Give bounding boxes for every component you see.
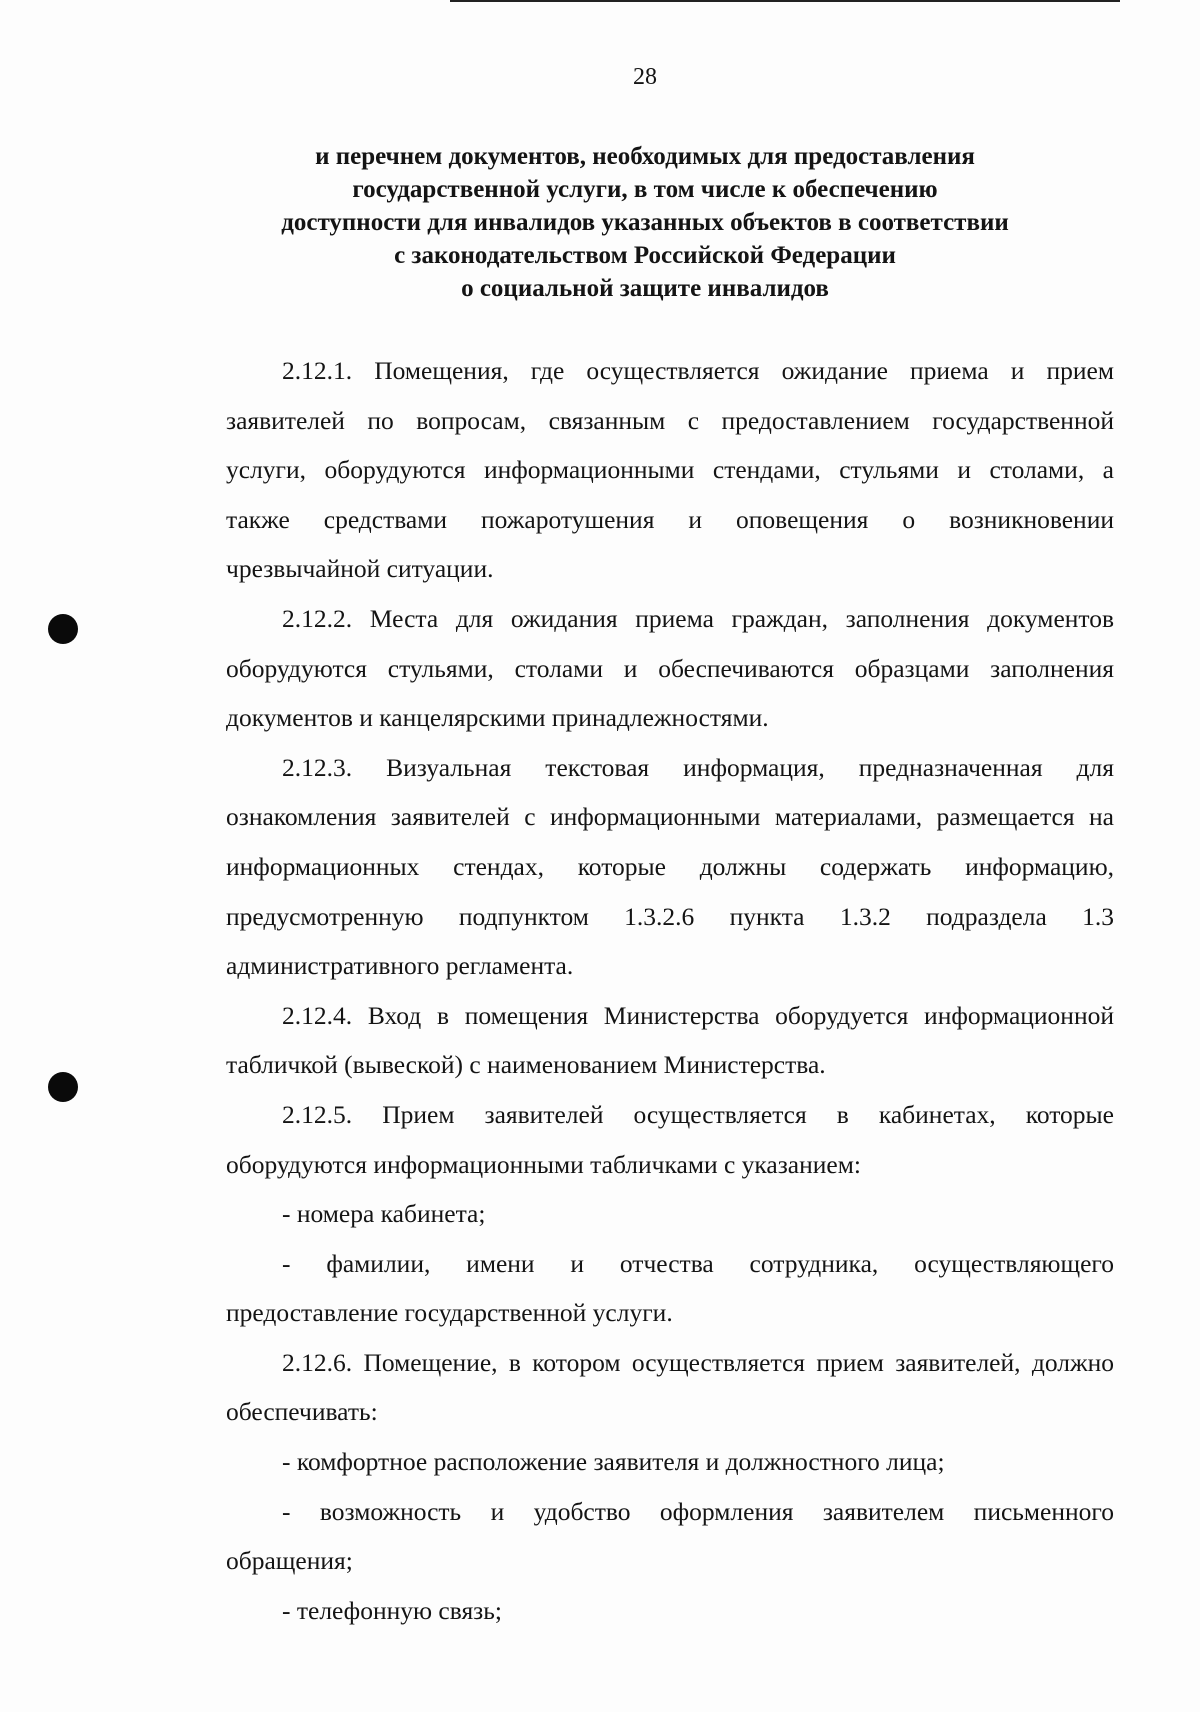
- list-item: [170, 1487, 1114, 1586]
- text-line: 2.12.5. Прием заявителей осуществляется в кабинетах, которые: [282, 1099, 1114, 1129]
- text-line: - номера кабинета;: [282, 1199, 486, 1229]
- text-line: 2.12.6. Помещение, в котором осуществляется прием заявителей, должно: [282, 1347, 1114, 1377]
- punch-hole-mark: [48, 614, 78, 644]
- text-line: предусмотренную подпунктом 1.3.2.6 пункта 1.3.2 подраздела 1.3: [226, 901, 1114, 931]
- text-line: информационных стендах, которые должны содержать информацию,: [226, 851, 1114, 881]
- text-line: административного регламента.: [226, 951, 574, 981]
- text-line: также средствами пожаротушения и оповещения о возникновении: [226, 504, 1114, 534]
- text-line: оборудуются информационными табличками с указанием:: [226, 1149, 861, 1179]
- paragraph-2-12-5: [170, 1090, 1114, 1189]
- heading-line: государственной услуги, в том числе к обеспечению: [352, 176, 938, 203]
- text-line: чрезвычайной ситуации.: [226, 554, 494, 584]
- list-item: [170, 1586, 1114, 1636]
- text-line: табличкой (вывеской) с наименованием Министерства.: [226, 1050, 826, 1080]
- paragraph-2-12-3: [170, 743, 1114, 991]
- top-border-line: [450, 0, 1120, 2]
- list-item: [170, 1189, 1114, 1239]
- list-item: [170, 1239, 1114, 1338]
- text-line: обеспечивать:: [226, 1397, 378, 1427]
- text-line: 2.12.1. Помещения, где осуществляется ожидание приема и прием: [282, 356, 1114, 385]
- paragraph-2-12-6: [170, 1338, 1114, 1437]
- text-line: обращения;: [226, 1546, 353, 1576]
- heading-line: доступности для инвалидов указанных объектов в соответствии: [281, 209, 1009, 236]
- text-line: - возможность и удобство оформления заявителем письменного: [282, 1496, 1114, 1526]
- page-number: 28: [633, 64, 657, 90]
- paragraph-2-12-2: [170, 594, 1114, 743]
- list-item: [170, 1437, 1114, 1487]
- text-line: - телефонную связь;: [282, 1595, 502, 1625]
- text-line: 2.12.3. Визуальная текстовая информация, предназначенная для: [282, 752, 1114, 782]
- heading-line: с законодательством Российской Федерации: [394, 242, 896, 269]
- text-line: 2.12.2. Места для ожидания приема граждан, заполнения документов: [282, 603, 1114, 633]
- body-text: [170, 346, 1114, 1635]
- text-line: предоставление государственной услуги.: [226, 1298, 673, 1328]
- paragraph-2-12-4: [170, 991, 1114, 1090]
- text-line: оборудуются стульями, столами и обеспечиваются образцами заполнения: [226, 653, 1114, 683]
- text-line: - комфортное расположение заявителя и должностного лица;: [282, 1447, 945, 1477]
- text-line: - фамилии, имени и отчества сотрудника, осуществляющего: [282, 1248, 1114, 1278]
- section-heading: [170, 140, 1120, 305]
- heading-line: и перечнем документов, необходимых для предоставления: [315, 143, 975, 170]
- text-line: 2.12.4. Вход в помещения Министерства оборудуется информационной: [282, 1000, 1114, 1030]
- punch-hole-mark: [48, 1072, 78, 1102]
- heading-line: о социальной защите инвалидов: [461, 275, 829, 302]
- text-line: услуги, оборудуются информационными стендами, стульями и столами, а: [226, 455, 1114, 485]
- text-line: ознакомления заявителей с информационными материалами, размещается на: [226, 802, 1114, 832]
- text-line: документов и канцелярскими принадлежностями.: [226, 703, 769, 733]
- text-line: заявителей по вопросам, связанным с предоставлением государственной: [226, 405, 1114, 435]
- paragraph-2-12-1: [170, 346, 1114, 594]
